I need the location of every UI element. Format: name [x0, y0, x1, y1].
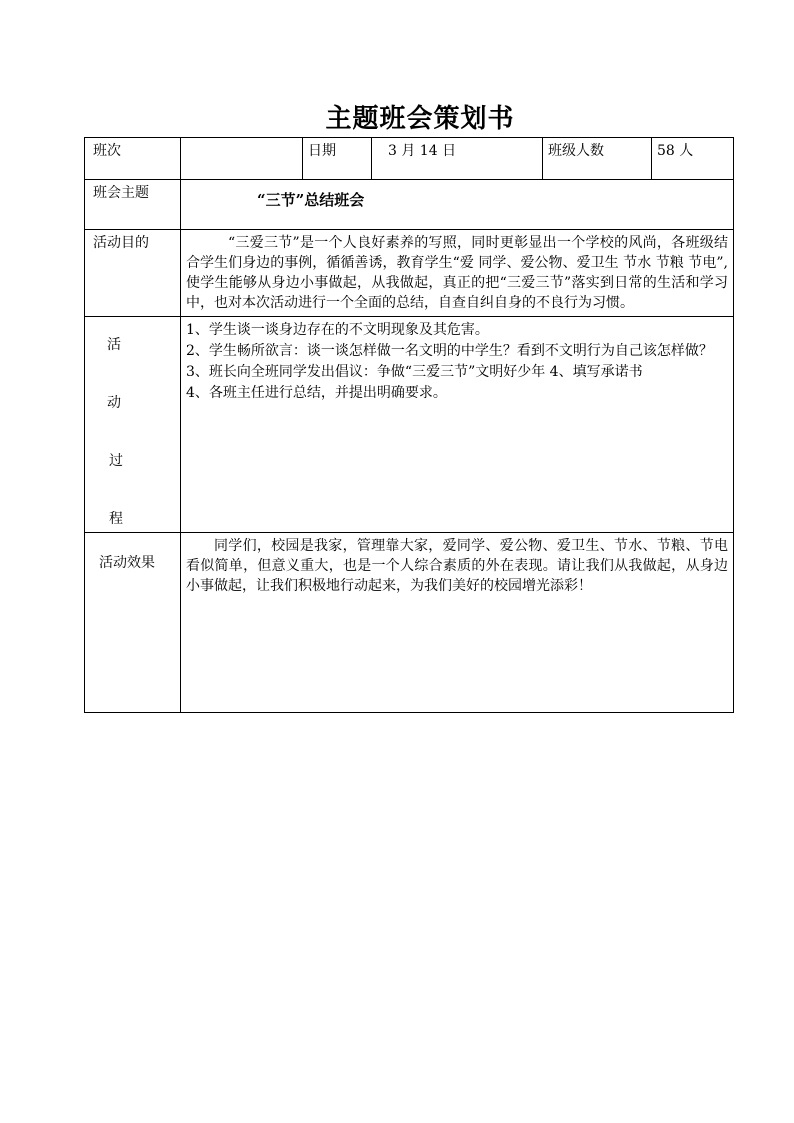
header-row [85, 138, 734, 180]
theme-row [85, 180, 734, 230]
process-step: 2、学生畅所欲言：谈一谈怎样做一名文明的中学生？看到不文明行为自己该怎样做？ [186, 343, 713, 359]
process-label-char: 活 [107, 337, 121, 353]
theme-value: “三节”总结班会 [181, 180, 734, 230]
date-value: 3 月 14 日 [372, 138, 543, 180]
effect-text: 同学们，校园是我家，管理靠大家，爱同学、爱公物、爱卫生、节水、节粮、节电看似简单，但意义重大，也是一个人综合素质的外在表现。请让我们从我做起，从身边小事做起，让我们积极地行动起来，为我们美好的校园增光添彩！ [181, 533, 734, 713]
class-size-value: 58 人 [652, 138, 734, 180]
process-label-char: 动 [107, 395, 121, 411]
purpose-row [85, 230, 734, 317]
purpose-text: “三爱三节”是一个人良好素养的写照，同时更彰显出一个学校的风尚，各班级结合学生们身边的事例，循循善诱，教育学生“爱 同学、爱公物、爱卫生 节水 节粮 节电”,使学生能够从身边小事做起，从我做起，真正的把“三爱三节”落实到日常的生活和学习中，也对本次活动进行一个全面的总结，自查自纠自身的不良行为习惯。 [181, 230, 734, 317]
process-step: 1、学生谈一谈身边存在的不文明现象及其危害。 [186, 322, 489, 338]
purpose-label: 活动目的 [85, 230, 181, 317]
process-step: 4、各班主任进行总结，并提出明确要求。 [186, 385, 447, 401]
class-value [181, 138, 303, 180]
process-label [85, 317, 181, 533]
theme-label: 班会主题 [85, 180, 181, 230]
class-label: 班次 [85, 138, 181, 180]
page-title: 主题班会策划书 [325, 104, 515, 134]
class-size-label: 班级人数 [543, 138, 652, 180]
date-label: 日期 [303, 138, 372, 180]
process-step: 3、班长向全班同学发出倡议：争做“三爱三节”文明好少年 4、填写承诺书 [186, 364, 643, 380]
process-label-char: 程 [109, 511, 123, 527]
process-row [85, 317, 734, 533]
process-steps [181, 317, 734, 533]
process-label-char: 过 [109, 453, 123, 469]
effect-row [85, 533, 734, 713]
effect-label: 活动效果 [85, 533, 181, 713]
plan-table [84, 137, 734, 713]
